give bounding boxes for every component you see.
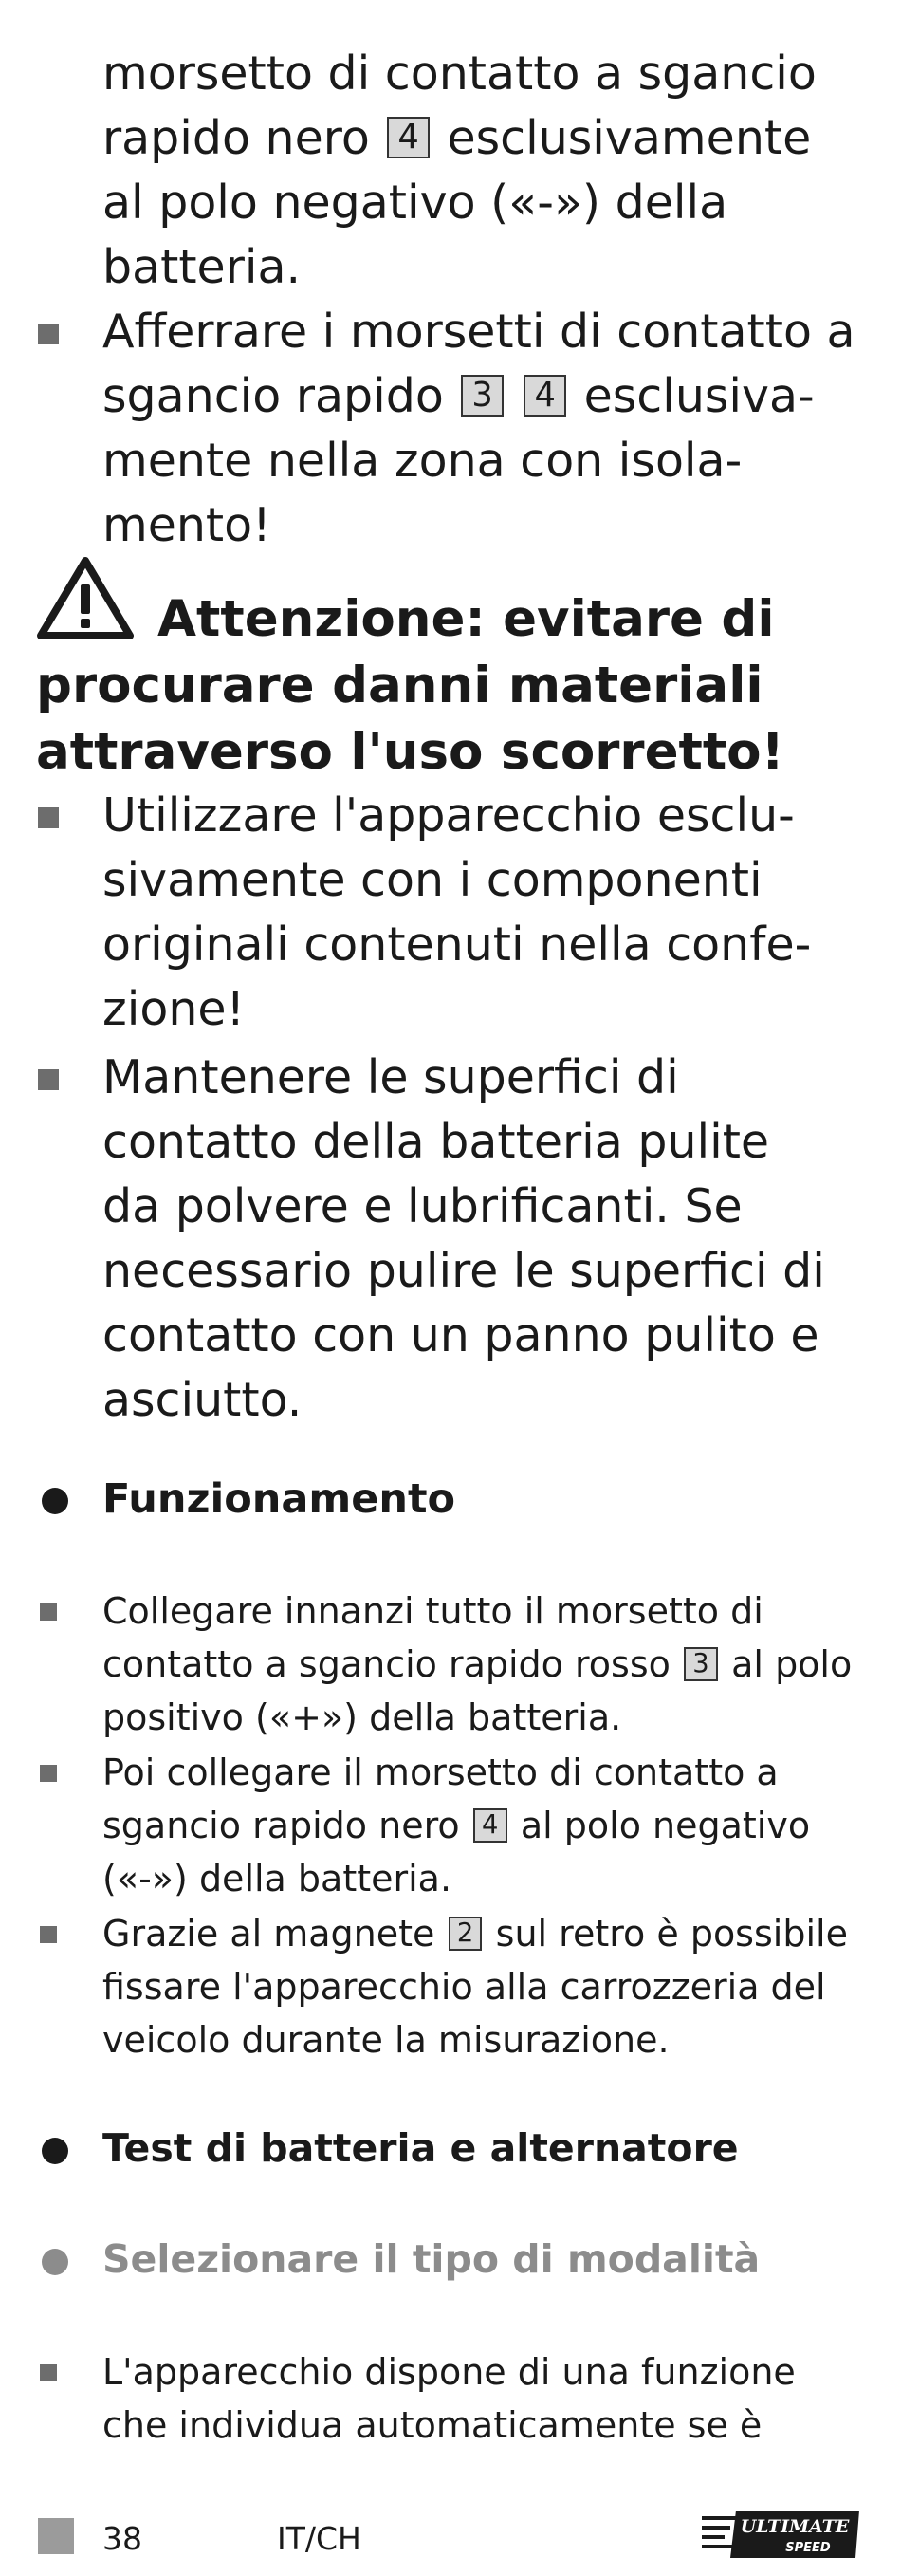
text-line: [102, 364, 871, 429]
section-heading: Test di batteria e alternatore: [102, 2125, 739, 2171]
text-fragment: esclusivamente: [432, 111, 812, 165]
text-line: contatto della batteria pulite: [102, 1115, 770, 1169]
warning-triangle-icon: [36, 556, 135, 639]
text-line: contatto con un panno pulito e: [102, 1308, 819, 1362]
bullet-square-icon: [38, 1069, 59, 1090]
text-line: fissare l'apparecchio alla carrozzeria del: [102, 1966, 826, 2008]
text-fragment: sgancio rapido nero: [102, 1805, 471, 1846]
page-number: 38: [102, 2520, 142, 2557]
text-line: morsetto di contatto a sgancio: [102, 46, 817, 101]
subsection-heading: Selezionare il tipo di modalità: [102, 2236, 761, 2282]
list-item: [102, 2345, 880, 2452]
text-fragment: esclusiva-: [569, 369, 815, 423]
ultimate-speed-logo: [702, 2509, 859, 2560]
reference-number-box: 3: [461, 375, 504, 417]
list-item: [102, 1585, 880, 1744]
bullet-square-icon: [40, 1765, 57, 1782]
text-line: [102, 1907, 880, 1960]
text-line: Poi collegare il morsetto di contatto a: [102, 1751, 779, 1793]
text-line: Collegare innanzi tutto il morsetto di: [102, 1590, 763, 1632]
warning-title-line: Attenzione: evitare di: [157, 590, 775, 648]
text-line: necessario pulire le superfici di: [102, 1244, 825, 1298]
text-line: mento!: [102, 498, 271, 552]
section-bullet-icon: [42, 2249, 68, 2275]
text-line: zione!: [102, 982, 246, 1036]
text-line: veicolo durante la misurazione.: [102, 2019, 670, 2061]
bullet-square-icon: [40, 2364, 57, 2381]
bullet-square-icon: [40, 1603, 57, 1621]
warning-heading: [36, 556, 861, 786]
warning-title-line: procurare danni materiali: [36, 657, 763, 714]
text-line: («-») della batteria.: [102, 1858, 452, 1900]
text-line: [102, 1799, 880, 1852]
text-fragment: rapido nero: [102, 111, 385, 165]
text-line: [102, 106, 871, 171]
section-heading: Funzionamento: [102, 1475, 456, 1523]
text-line: positivo («+») della batteria.: [102, 1696, 622, 1738]
text-line: batteria.: [102, 240, 302, 294]
footer-page-marker: [38, 2518, 74, 2554]
section-bullet-icon: [42, 2138, 68, 2164]
text-fragment: al polo negativo: [508, 1805, 811, 1846]
list-item: [102, 784, 871, 1042]
text-line: L'apparecchio dispone di una funzione: [102, 2351, 796, 2393]
logo-text-bottom: SPEED: [785, 2541, 831, 2555]
text-fragment: Grazie al magnete: [102, 1913, 447, 1955]
text-line: sivamente con i componenti: [102, 853, 763, 907]
text-line: asciutto.: [102, 1373, 303, 1427]
logo-text-top: ULTIMATE: [740, 2516, 850, 2537]
text-line: da polvere e lubrificanti. Se: [102, 1179, 743, 1233]
bullet-square-icon: [40, 1926, 57, 1943]
text-fragment: al polo: [720, 1643, 853, 1685]
text-line: Utilizzare l'apparecchio esclu-: [102, 788, 795, 843]
text-line: originali contenuti nella confe-: [102, 917, 812, 972]
continued-paragraph: [102, 42, 871, 300]
list-item: [102, 1907, 880, 2066]
language-code: IT/CH: [277, 2520, 361, 2557]
text-fragment: sul retro è possibile: [484, 1913, 848, 1955]
text-line: Afferrare i morsetti di contatto a: [102, 305, 855, 359]
reference-number-box: 4: [473, 1808, 507, 1842]
text-line: [36, 556, 861, 653]
text-line: mente nella zona con isola-: [102, 434, 743, 488]
bullet-square-icon: [38, 807, 59, 828]
reference-number-box: 4: [387, 117, 430, 159]
text-line: al polo negativo («-») della: [102, 176, 728, 230]
reference-number-box: 2: [449, 1917, 483, 1950]
warning-title-line: attraverso l'uso scorretto!: [36, 723, 784, 781]
text-fragment: contatto a sgancio rapido rosso: [102, 1643, 682, 1685]
list-item: [102, 1046, 871, 1433]
text-line: [102, 1638, 880, 1691]
reference-number-box: 3: [684, 1647, 718, 1680]
bullet-square-icon: [38, 324, 59, 344]
list-item: [102, 1746, 880, 1905]
list-item: [102, 300, 871, 558]
section-bullet-icon: [42, 1488, 68, 1514]
text-fragment: sgancio rapido: [102, 369, 459, 423]
reference-number-box: 4: [524, 375, 566, 417]
text-line: Mantenere le superfici di: [102, 1050, 679, 1104]
text-line: che individua automaticamente se è: [102, 2404, 763, 2446]
